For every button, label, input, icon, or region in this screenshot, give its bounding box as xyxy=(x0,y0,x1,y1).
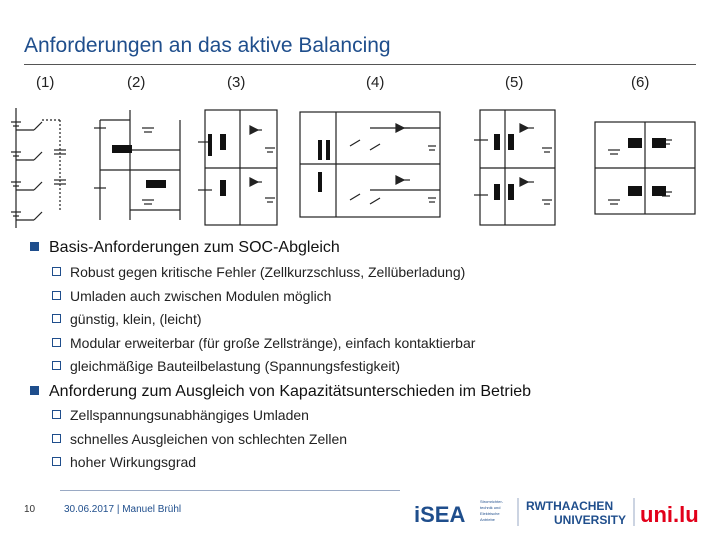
list-item xyxy=(52,355,475,379)
label-2: (2) xyxy=(127,74,146,91)
bullet-square-icon xyxy=(30,386,39,395)
bullet-box-icon xyxy=(52,314,61,323)
label-4: (4) xyxy=(366,74,385,91)
rwth-logo xyxy=(526,499,626,527)
circuit-5 xyxy=(474,110,555,225)
circuit-4 xyxy=(300,112,440,217)
list-item xyxy=(52,308,475,332)
rwth-logo-text: RWTHAACHEN xyxy=(526,499,614,513)
list-item-text: Umladen auch zwischen Modulen möglich xyxy=(70,287,332,304)
section-basis-list xyxy=(52,261,475,379)
label-1: (1) xyxy=(36,74,55,91)
section-basis-heading xyxy=(30,239,340,257)
bullet-box-icon xyxy=(52,410,61,419)
list-item xyxy=(52,261,475,285)
section-capacity-label: Anforderung zum Ausgleich von Kapazitätsunterschieden im Betrieb xyxy=(49,383,532,400)
list-item xyxy=(52,285,475,309)
bullet-box-icon xyxy=(52,361,61,370)
bullet-box-icon xyxy=(52,338,61,347)
bullet-box-icon xyxy=(52,291,61,300)
circuit-2 xyxy=(94,110,180,220)
list-item xyxy=(52,332,475,356)
circuit-6 xyxy=(595,122,695,214)
page-number: 10 xyxy=(24,504,36,515)
list-item-text: Robust gegen kritische Fehler (Zellkurzschluss, Zellüberladung) xyxy=(70,264,466,280)
isea-sub-text: Stromrichter- xyxy=(480,499,504,504)
list-item-text: schnelles Ausgleichen von schlechten Zellen xyxy=(70,430,348,447)
list-item xyxy=(52,451,347,475)
slide-title: Anforderungen an das aktive Balancing xyxy=(24,34,391,57)
isea-logo-text: iSEA xyxy=(414,502,466,527)
label-5: (5) xyxy=(505,74,524,91)
unilu-logo xyxy=(640,502,699,527)
list-item-text: Zellspannungsunabhängiges Umladen xyxy=(70,407,309,423)
list-item xyxy=(52,428,347,452)
list-item-text: hoher Wirkungsgrad xyxy=(70,454,197,470)
bullet-box-icon xyxy=(52,434,61,443)
list-item xyxy=(52,404,347,428)
circuit-3 xyxy=(198,110,277,225)
circuit-diagrams xyxy=(0,100,720,235)
isea-sub-text: technik und xyxy=(480,505,501,510)
circuit-1 xyxy=(11,108,66,228)
rwth-logo-text: UNIVERSITY xyxy=(554,513,627,527)
isea-sub-text: Elektrische xyxy=(480,511,500,516)
list-item-text: gleichmäßige Bauteilbelastung (Spannungsfestigkeit) xyxy=(70,358,400,374)
section-capacity-list xyxy=(52,404,347,475)
footer-date-author: 30.06.2017 | Manuel Brühl xyxy=(64,504,182,515)
label-6: (6) xyxy=(631,74,650,91)
section-capacity-heading xyxy=(30,383,531,401)
bullet-box-icon xyxy=(52,457,61,466)
isea-logo xyxy=(414,499,504,527)
list-item-text: Modular erweiterbar (für große Zellstränge), einfach kontaktierbar xyxy=(70,334,476,351)
label-3: (3) xyxy=(227,74,246,91)
bullet-box-icon xyxy=(52,267,61,276)
circuit-labels xyxy=(0,74,720,94)
bullet-square-icon xyxy=(30,242,39,251)
isea-sub-text: Antriebe xyxy=(480,517,495,522)
unilu-logo-text: uni.lu xyxy=(640,502,699,527)
footer-divider xyxy=(60,490,400,491)
section-basis-label: Basis-Anforderungen zum SOC-Abgleich xyxy=(49,239,340,256)
footer-logos xyxy=(412,494,712,530)
title-divider xyxy=(24,64,696,65)
list-item-text: günstig, klein, (leicht) xyxy=(70,311,202,327)
